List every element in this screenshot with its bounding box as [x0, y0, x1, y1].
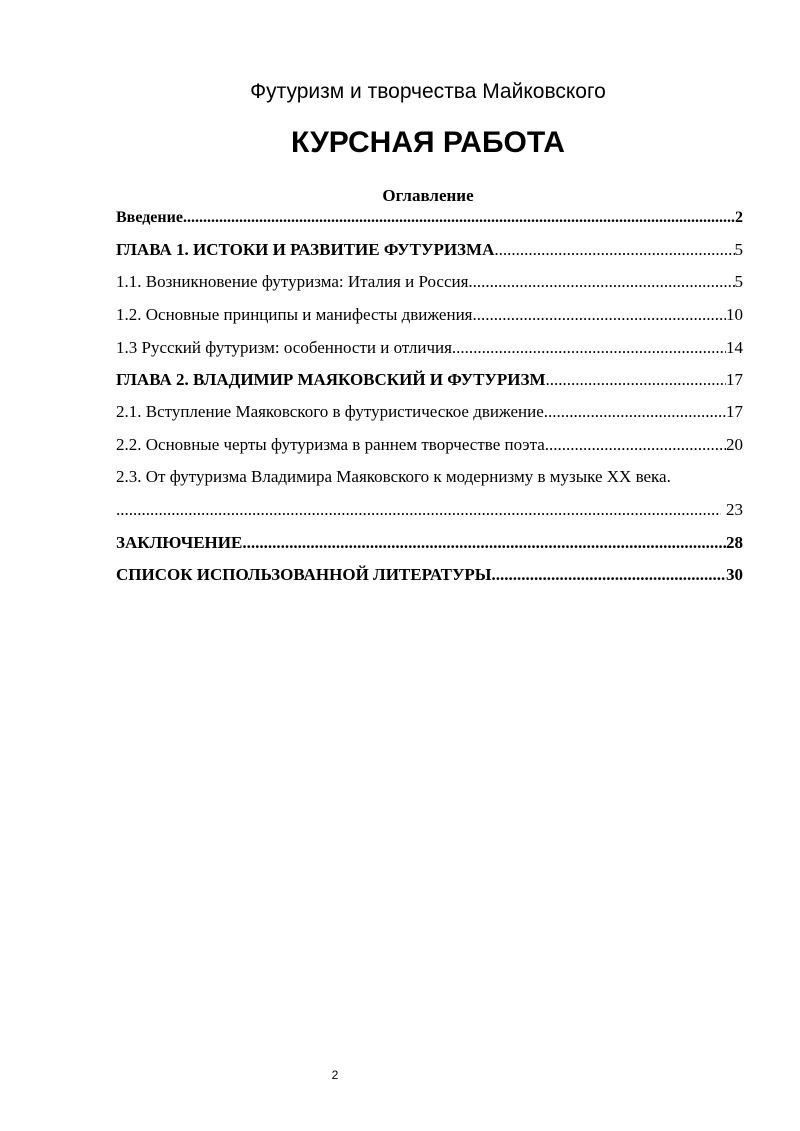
toc-dot-leader: [473, 304, 727, 326]
toc-entry-introduction[interactable]: [116, 207, 743, 229]
toc-entry-section-2-3-label[interactable]: 2.3. От футуризма Владимира Маяковского к модернизму в музыке XX века.: [116, 467, 671, 486]
toc-entry-section-2-1[interactable]: [116, 401, 743, 423]
toc-entry-chapter-1[interactable]: [116, 239, 743, 261]
toc-entry-label: Введение: [116, 209, 183, 226]
toc-page-number: 20: [726, 435, 743, 454]
toc-page-number: 23: [726, 500, 743, 519]
toc-page-number: 10: [726, 305, 743, 324]
toc-page-number: 17: [726, 370, 743, 389]
table-of-contents: [116, 0, 743, 600]
toc-entry-label: ГЛАВА 1. ИСТОКИ И РАЗВИТИЕ ФУТУРИЗМА: [116, 240, 495, 259]
toc-dot-leader: [468, 271, 734, 293]
document-subtitle: Футуризм и творчества Майковского: [250, 80, 606, 103]
toc-page-number: 28: [726, 533, 743, 552]
toc-entry-section-1-2[interactable]: [116, 304, 743, 326]
document-title: КУРСНАЯ РАБОТА: [291, 126, 565, 159]
toc-dot-leader: [116, 499, 721, 521]
toc-dot-leader: [544, 401, 726, 423]
toc-dot-leader: [452, 337, 726, 359]
toc-dot-leader: [494, 239, 734, 261]
toc-entry-label: 2.1. Вступление Маяковского в футуристическое движение: [116, 402, 544, 421]
toc-entry-label: 1.3 Русский футуризм: особенности и отличия: [116, 338, 452, 357]
toc-entry-chapter-2[interactable]: [116, 369, 743, 391]
toc-entry-section-2-3[interactable]: [116, 499, 743, 521]
toc-dot-leader: [545, 434, 726, 456]
toc-dot-leader: [183, 207, 735, 229]
toc-entry-conclusion[interactable]: [116, 532, 743, 554]
toc-entry-label: 1.2. Основные принципы и манифесты движения: [116, 305, 473, 324]
toc-entry-label: СПИСОК ИСПОЛЬЗОВАННОЙ ЛИТЕРАТУРЫ: [116, 565, 492, 584]
toc-dot-leader: [546, 369, 726, 391]
page-number: 2: [331, 1068, 339, 1082]
toc-page-number: 5: [734, 240, 743, 259]
toc-entry-references[interactable]: [116, 564, 743, 586]
toc-entry-section-1-1[interactable]: [116, 271, 743, 293]
toc-heading: Оглавление: [382, 186, 474, 205]
toc-entry-label: 2.2. Основные черты футуризма в раннем творчестве поэта: [116, 435, 545, 454]
toc-page-number: 5: [734, 272, 743, 291]
toc-entry-label: 1.1. Возникновение футуризма: Италия и Россия: [116, 272, 469, 291]
toc-dot-leader: [242, 532, 726, 554]
toc-entry-label: ЗАКЛЮЧЕНИЕ: [116, 533, 243, 552]
toc-dot-leader: [492, 564, 727, 586]
toc-entry-section-1-3[interactable]: [116, 337, 743, 359]
toc-entry-section-2-2[interactable]: [116, 434, 743, 456]
toc-page-number: 30: [726, 565, 743, 584]
toc-entry-label: ГЛАВА 2. ВЛАДИМИР МАЯКОВСКИЙ И ФУТУРИЗМ: [116, 370, 546, 389]
toc-page-number: 14: [726, 338, 743, 357]
toc-page-number: 2: [735, 209, 743, 226]
toc-page-number: 17: [726, 402, 743, 421]
